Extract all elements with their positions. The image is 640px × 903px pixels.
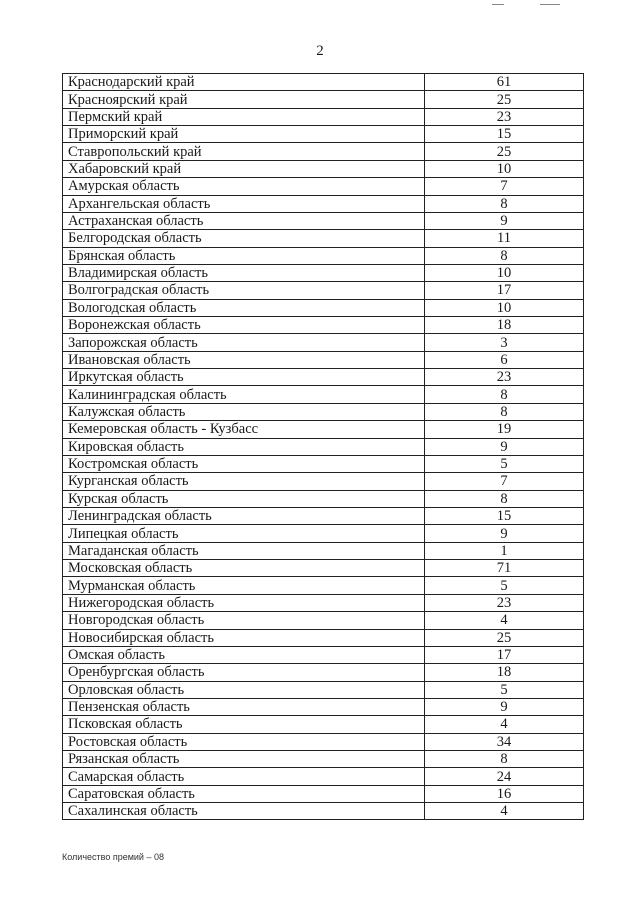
award-count-cell: 4 bbox=[425, 803, 584, 820]
region-name-cell: Омская область bbox=[63, 646, 425, 663]
region-name-cell: Самарская область bbox=[63, 768, 425, 785]
page-number: 2 bbox=[316, 43, 324, 59]
region-name-cell: Приморский край bbox=[63, 126, 425, 143]
region-name-cell: Курганская область bbox=[63, 473, 425, 490]
award-count-cell: 1 bbox=[425, 542, 584, 559]
table-row bbox=[63, 664, 584, 681]
table-row bbox=[63, 351, 584, 368]
table-row bbox=[63, 751, 584, 768]
region-name-cell: Владимирская область bbox=[63, 264, 425, 281]
table-row bbox=[63, 455, 584, 472]
region-name-cell: Оренбургская область bbox=[63, 664, 425, 681]
table-row bbox=[63, 507, 584, 524]
award-count-cell: 10 bbox=[425, 264, 584, 281]
award-count-cell: 15 bbox=[425, 507, 584, 524]
region-name-cell: Хабаровский край bbox=[63, 160, 425, 177]
award-count-cell: 3 bbox=[425, 334, 584, 351]
award-count-cell: 18 bbox=[425, 317, 584, 334]
region-name-cell: Вологодская область bbox=[63, 299, 425, 316]
award-count-cell: 71 bbox=[425, 560, 584, 577]
table-row bbox=[63, 143, 584, 160]
table-row bbox=[63, 542, 584, 559]
region-name-cell: Кировская область bbox=[63, 438, 425, 455]
region-name-cell: Орловская область bbox=[63, 681, 425, 698]
award-count-cell: 7 bbox=[425, 178, 584, 195]
table-row bbox=[63, 698, 584, 715]
award-count-cell: 19 bbox=[425, 421, 584, 438]
region-name-cell: Кемеровская область - Кузбасс bbox=[63, 421, 425, 438]
table-row bbox=[63, 629, 584, 646]
region-name-cell: Липецкая область bbox=[63, 525, 425, 542]
table-row bbox=[63, 282, 584, 299]
award-count-cell: 23 bbox=[425, 108, 584, 125]
award-count-cell: 8 bbox=[425, 247, 584, 264]
table-row bbox=[63, 560, 584, 577]
region-name-cell: Краснодарский край bbox=[63, 74, 425, 91]
region-name-cell: Запорожская область bbox=[63, 334, 425, 351]
region-name-cell: Новгородская область bbox=[63, 612, 425, 629]
table-row bbox=[63, 577, 584, 594]
table-row bbox=[63, 490, 584, 507]
scan-artifact bbox=[492, 4, 504, 5]
region-name-cell: Амурская область bbox=[63, 178, 425, 195]
region-name-cell: Нижегородская область bbox=[63, 594, 425, 611]
footer-note: Количество премий – 08 bbox=[62, 852, 164, 862]
region-name-cell: Волгоградская область bbox=[63, 282, 425, 299]
region-name-cell: Астраханская область bbox=[63, 212, 425, 229]
award-count-cell: 25 bbox=[425, 629, 584, 646]
table-row bbox=[63, 108, 584, 125]
region-name-cell: Пензенская область bbox=[63, 698, 425, 715]
region-name-cell: Магаданская область bbox=[63, 542, 425, 559]
table-row bbox=[63, 160, 584, 177]
award-count-cell: 16 bbox=[425, 785, 584, 802]
regions-table-body bbox=[63, 74, 584, 820]
region-name-cell: Красноярский край bbox=[63, 91, 425, 108]
table-row bbox=[63, 421, 584, 438]
table-row bbox=[63, 733, 584, 750]
table-row bbox=[63, 369, 584, 386]
award-count-cell: 23 bbox=[425, 369, 584, 386]
table-row bbox=[63, 612, 584, 629]
region-name-cell: Псковская область bbox=[63, 716, 425, 733]
region-name-cell: Белгородская область bbox=[63, 230, 425, 247]
region-name-cell: Иркутская область bbox=[63, 369, 425, 386]
award-count-cell: 8 bbox=[425, 386, 584, 403]
table-row bbox=[63, 74, 584, 91]
table-row bbox=[63, 681, 584, 698]
award-count-cell: 8 bbox=[425, 490, 584, 507]
award-count-cell: 5 bbox=[425, 681, 584, 698]
award-count-cell: 4 bbox=[425, 612, 584, 629]
table-row bbox=[63, 525, 584, 542]
table-row bbox=[63, 768, 584, 785]
region-name-cell: Пермский край bbox=[63, 108, 425, 125]
table-row bbox=[63, 230, 584, 247]
award-count-cell: 61 bbox=[425, 74, 584, 91]
table-row bbox=[63, 126, 584, 143]
table-row bbox=[63, 178, 584, 195]
table-row bbox=[63, 334, 584, 351]
region-name-cell: Ленинградская область bbox=[63, 507, 425, 524]
award-count-cell: 9 bbox=[425, 525, 584, 542]
award-count-cell: 5 bbox=[425, 577, 584, 594]
table-row bbox=[63, 299, 584, 316]
table-row bbox=[63, 212, 584, 229]
table-row bbox=[63, 386, 584, 403]
region-name-cell: Курская область bbox=[63, 490, 425, 507]
region-name-cell: Калининградская область bbox=[63, 386, 425, 403]
table-row bbox=[63, 438, 584, 455]
region-name-cell: Саратовская область bbox=[63, 785, 425, 802]
table-row bbox=[63, 646, 584, 663]
award-count-cell: 8 bbox=[425, 751, 584, 768]
scan-artifact bbox=[540, 4, 560, 5]
award-count-cell: 8 bbox=[425, 403, 584, 420]
region-name-cell: Рязанская область bbox=[63, 751, 425, 768]
table-row bbox=[63, 91, 584, 108]
award-count-cell: 7 bbox=[425, 473, 584, 490]
award-count-cell: 10 bbox=[425, 299, 584, 316]
table-row bbox=[63, 716, 584, 733]
region-name-cell: Сахалинская область bbox=[63, 803, 425, 820]
award-count-cell: 34 bbox=[425, 733, 584, 750]
award-count-cell: 17 bbox=[425, 646, 584, 663]
award-count-cell: 25 bbox=[425, 143, 584, 160]
award-count-cell: 9 bbox=[425, 438, 584, 455]
award-count-cell: 25 bbox=[425, 91, 584, 108]
region-name-cell: Калужская область bbox=[63, 403, 425, 420]
table-row bbox=[63, 195, 584, 212]
table-row bbox=[63, 317, 584, 334]
table-row bbox=[63, 473, 584, 490]
region-name-cell: Костромская область bbox=[63, 455, 425, 472]
region-name-cell: Ивановская область bbox=[63, 351, 425, 368]
region-name-cell: Мурманская область bbox=[63, 577, 425, 594]
award-count-cell: 23 bbox=[425, 594, 584, 611]
award-count-cell: 6 bbox=[425, 351, 584, 368]
region-name-cell: Новосибирская область bbox=[63, 629, 425, 646]
award-count-cell: 11 bbox=[425, 230, 584, 247]
award-count-cell: 4 bbox=[425, 716, 584, 733]
table-row bbox=[63, 247, 584, 264]
award-count-cell: 5 bbox=[425, 455, 584, 472]
region-name-cell: Ставропольский край bbox=[63, 143, 425, 160]
award-count-cell: 15 bbox=[425, 126, 584, 143]
region-name-cell: Ростовская область bbox=[63, 733, 425, 750]
award-count-cell: 9 bbox=[425, 212, 584, 229]
award-count-cell: 10 bbox=[425, 160, 584, 177]
award-count-cell: 24 bbox=[425, 768, 584, 785]
regions-table bbox=[62, 73, 584, 820]
region-name-cell: Воронежская область bbox=[63, 317, 425, 334]
region-name-cell: Московская область bbox=[63, 560, 425, 577]
table-row bbox=[63, 264, 584, 281]
table-row bbox=[63, 594, 584, 611]
award-count-cell: 18 bbox=[425, 664, 584, 681]
region-name-cell: Брянская область bbox=[63, 247, 425, 264]
table-row bbox=[63, 403, 584, 420]
region-name-cell: Архангельская область bbox=[63, 195, 425, 212]
award-count-cell: 17 bbox=[425, 282, 584, 299]
table-row bbox=[63, 803, 584, 820]
table-row bbox=[63, 785, 584, 802]
award-count-cell: 9 bbox=[425, 698, 584, 715]
award-count-cell: 8 bbox=[425, 195, 584, 212]
